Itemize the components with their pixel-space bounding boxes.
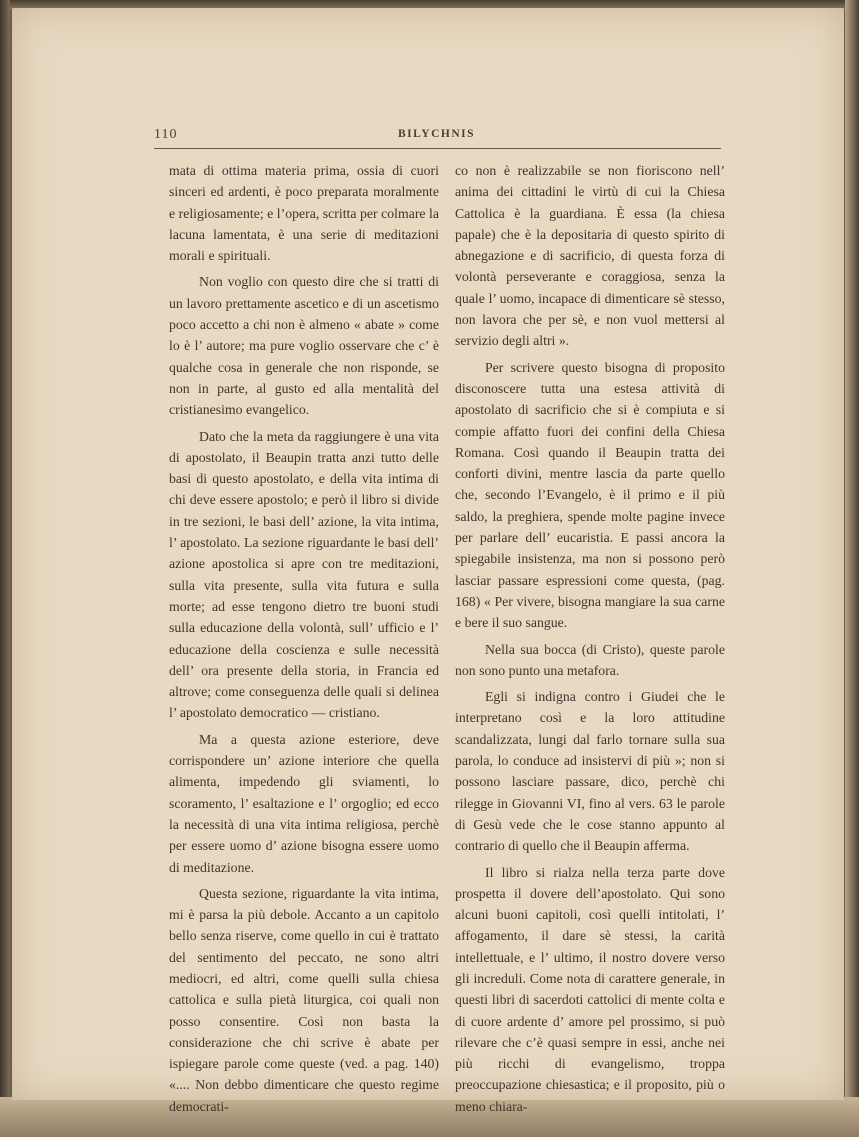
paragraph: Non voglio con questo dire che si tratti di un lavoro prettamente ascetico e di un ascetismo poco accetto a chi non è almeno « abate » come lo è l’ autore; ma pure voglio osservare che c’ è qualche cosa in generale che non risponde, se non in parte, al gusto ed alla mentalità del cristianesimo evangelico. [169,274,439,418]
right-column [455,160,725,1122]
paragraph: Ma a questa azione esteriore, deve corrispondere un’ azione interiore che quella alimenta, impedendo gli sviamenti, lo scoramento, l’ esaltazione e l’ orgoglio; ed ecco la necessità di una vita intima religiosa, perchè per essere uomo d’ azione bisogna essere uomo di meditazione. [169,731,439,875]
paragraph: Per scrivere questo bisogna di proposito disconoscere tutta una estesa attività di apostolato di sacrificio che si è compiuta e si compie affatto fuori dei confini della Chiesa Romana. Così quando il Beaupin tratta dei conforti divini, mentre lascia da parte quello che, secondo l’Evangelo, è il primo e il più saldo, la preghiera, spende molte pagine invece per parlare dell’ eucaristia. E passi ancora la spiegabile insistenza, ma non si possono però lasciar passare espressioni come questa, (pag. 168) « Per vivere, bisogna mangiare la sua carne e bere il suo sangue. [455,359,725,631]
scan-edge-left [0,0,10,1137]
paragraph: co non è realizzabile se non fioriscono nell’ anima dei cittadini le virtù di cui la Chiesa Cattolica è la guardiana. È essa (la chiesa papale) che è la depositaria di questo spirito di abnegazione e di sacrificio, di questa forza di volontà perseverante e coraggiosa, senza la quale l’ uomo, incapace di dimenticare sè stesso, non lavora che per sè, e non vuol mettersi al servizio degli altri ». [455,163,725,349]
paragraph: Nella sua bocca (di Cristo), queste parole non sono punto una metafora. [455,641,725,678]
paragraph: Egli si indigna contro i Giudei che le interpretano così e la loro attitudine scandalizzata, lungi dal farlo tornare sulla sua parola, lo conduce ad insistervi di più »; non si possono lasciare passare, dico, perchè chi rilegge in Giovanni VI, fino al vers. 63 le parole di Gesù vede che le cose stanno appunto al contrario di quello che il Beaupin afferma. [455,689,725,854]
paragraph: Dato che la meta da raggiungere è una vita di apostolato, il Beaupin tratta anzi tutto delle basi di questo apostolato, e della vita intima di chi deve essere apostolo; e però il libro si divide in tre sezioni, le basi dell’ azione, la vita intima, l’ apostolato. La sezione riguardante le basi dell’ azione apostolica si apre con tre meditazioni, sulla vita presente, sulla vita futura e sulla morte; ad esse tengono dietro tre buoni studi sulla educazione della volontà, sull’ ufficio e l’ educazione della coscienza e sulle necessità dell’ ora presente della storia, in Francia ed altrove; come conseguenza delle quali si delinea l’ apostolato democratico — cristiano. [169,428,439,721]
paragraph: mata di ottima materia prima, ossia di cuori sinceri ed ardenti, è poco preparata moralmente e religiosamente; e l’opera, scritta per colmare la lacuna lamentata, è una serie di meditazioni morali e spirituali. [169,163,439,264]
page-header [154,126,719,146]
paragraph: Il libro si rialza nella terza parte dove prospetta il dovere dell’apostolato. Qui sono alcuni buoni capitoli, così quelli intitolati, l’ affogamento, il dare sè stessi, la carità intellettuale, e l’ ultimo, il nostro dovere verso gli increduli. Come nota di carattere generale, in questi libri di sacerdoti cattolici di mente colta e di cuore ardente d’ amore pel prossimo, si può rilevare che c’è quasi sempre in essi, anche nei più ricchi di evangelismo, troppa preoccupazione chiesastica; e il proposito, più o meno chiara- [455,864,725,1114]
header-rule [154,148,721,149]
page-number: 110 [154,127,178,142]
scan-edge-right [845,0,859,1137]
paragraph: Questa sezione, riguardante la vita intima, mi è parsa la più debole. Accanto a un capitolo bello senza riserve, come quello in cui è trattato del sentimento del peccato, ne sono altri mediocri, ed altri, come quelli sulla chiesa cattolica e sulla pietà liturgica, coi quali non posso consentire. Così non basta la considerazione che chi scrive è abate per ispiegare parole come queste (ved. a pag. 140) «.... Non debbo dimenticare che questo regime democrati- [169,885,439,1114]
running-head: BILYCHNIS [398,128,475,140]
left-column [169,160,439,1122]
